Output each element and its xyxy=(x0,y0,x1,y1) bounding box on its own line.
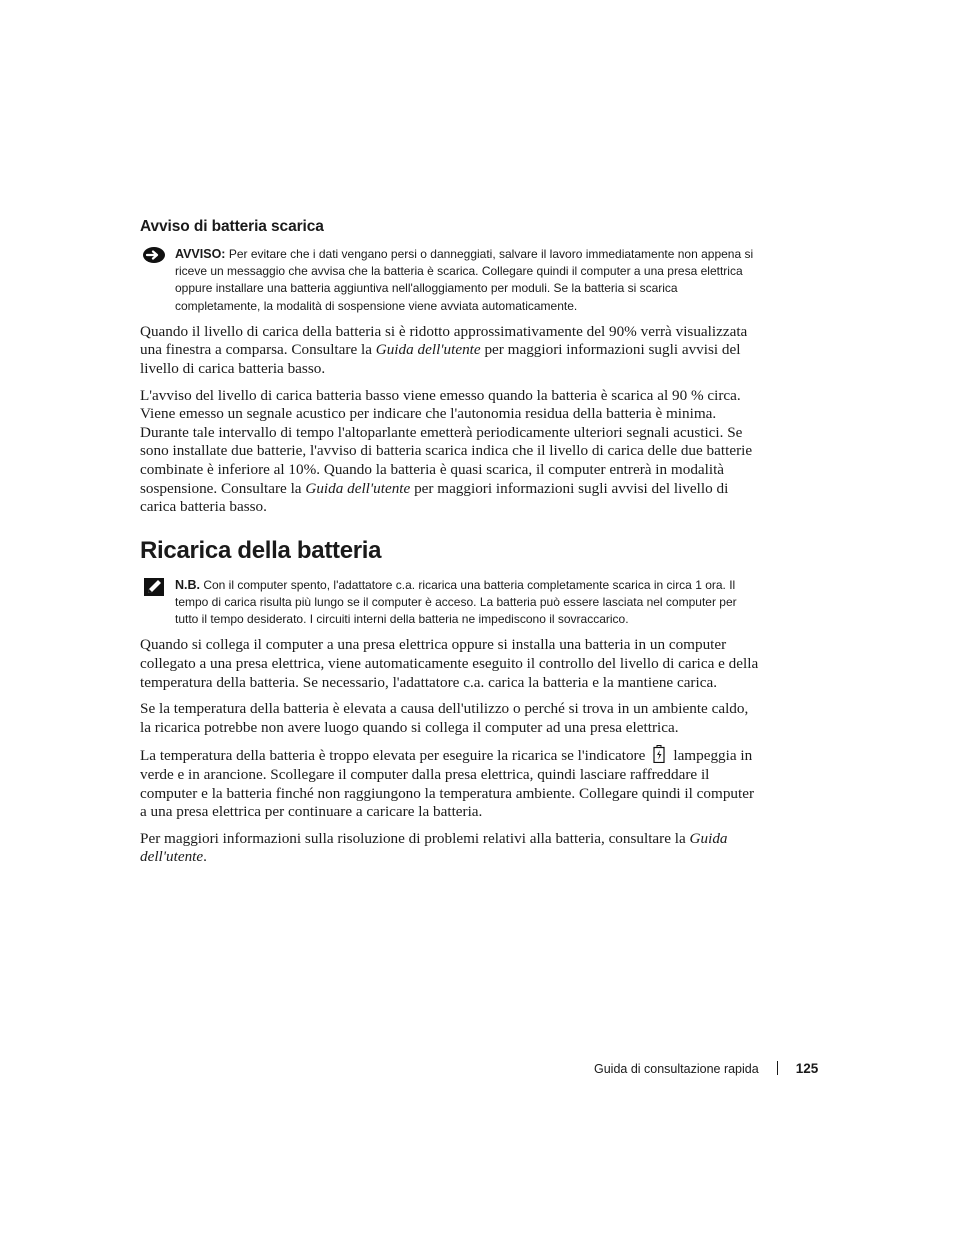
text-run: Quando il livello di carica della batteria si è ridotto approssimativamente del 90% verrà visualizzata una finestra a comparsa. Consultare la xyxy=(140,322,748,359)
page-number: 125 xyxy=(795,1061,819,1076)
text-run: La temperatura della batteria è troppo elevata per eseguire la ricarica se l'indicatore xyxy=(140,747,646,765)
guide-reference: Guida dell'utente xyxy=(375,341,481,359)
paragraph xyxy=(140,830,760,867)
nb-text: Con il computer spento, l'adattatore c.a. ricarica una batteria completamente scarica in circa 1 ora. Il tempo di carica risulta più lungo se il computer è acceso. La batteria può essere lasciata nel computer per tutto il tempo desiderato. I circuiti interni della batteria ne impediscono il sovraccarico. xyxy=(175,577,737,627)
footer-separator xyxy=(777,1061,778,1075)
page-content xyxy=(140,218,760,875)
page-footer xyxy=(594,1061,818,1076)
battery-charge-icon xyxy=(653,745,665,763)
section-heading-charging: Ricarica della batteria xyxy=(140,536,382,564)
paragraph: Quando si collega il computer a una presa elettrica oppure si installa una batteria in un computer collegato a una presa elettrica, viene automaticamente eseguito il controllo del livello di carica e della temperatura della batteria. Se necessario, l'adattatore c.a. carica la batteria e la mantiene carica. xyxy=(140,636,759,691)
section-heading-low-battery: Avviso di batteria scarica xyxy=(140,218,324,235)
text-run: Per maggiori informazioni sulla risoluzione di problemi relativi alla batteria, consultare la xyxy=(140,829,690,847)
text-run: L'avviso del livello di carica batteria basso viene emesso quando la batteria è scarica al 90 % circa. Viene emesso un segnale acustico per indicare che l'autonomia residua della batteria è minima. Durante tale intervallo di tempo l'altoparlante emetterà periodicamente ulteriori segnali acustici. Se sono installate due batterie, l'avviso di batteria scarica indica che il livello di carica delle due batterie combinate è inferiore al 10%. Quando la batteria è quasi scarica, il computer entrerà in modalità sospensione. Consultare la xyxy=(140,386,753,497)
text-run: per maggiori informazioni sugli avvisi del livello di carica batteria basso. xyxy=(140,341,741,377)
text-run: per maggiori informazioni sugli avvisi del livello di carica batteria basso. xyxy=(140,479,729,516)
paragraph xyxy=(140,387,760,517)
notice-label: AVVISO: xyxy=(175,247,226,261)
pencil-note-icon xyxy=(142,577,166,597)
paragraph xyxy=(140,323,760,379)
nb-label: N.B. xyxy=(175,577,200,592)
text-run: . xyxy=(203,848,207,866)
nb-note-block xyxy=(140,577,760,629)
notice-text: Per evitare che i dati vengano persi o danneggiati, salvare il lavoro immediatamente non appena si riceve un messaggio che avvisa che la batteria è scarica. Collegare quindi il computer a una presa elettrica oppure installare una batteria aggiuntiva nell'alloggiamento per moduli. Se la batteria si scarica completamente, la modalità di sospensione viene avviata automaticamente. xyxy=(175,247,754,313)
footer-title: Guida di consultazione rapida xyxy=(594,1062,759,1076)
paragraph: Se la temperatura della batteria è elevata a causa dell'utilizzo o perché si trova in un ambiente caldo, la ricarica potrebbe non avere luogo quando si collega il computer ad una presa elettrica. xyxy=(140,700,749,736)
guide-reference: Guida dell'utente xyxy=(305,479,411,497)
notice-icon xyxy=(142,246,166,266)
text-run: lampeggia in verde e in arancione. Scollegare il computer dalla presa elettrica, quindi lasciare raffreddare il computer e la batteria finché non raggiungono la temperatura ambiente. Collegare quindi il computer a una presa elettrica per continuare a caricare la batteria. xyxy=(140,747,755,821)
paragraph xyxy=(140,745,760,821)
notice-block xyxy=(140,246,760,315)
guide-reference: Guida dell'utente xyxy=(140,829,728,866)
